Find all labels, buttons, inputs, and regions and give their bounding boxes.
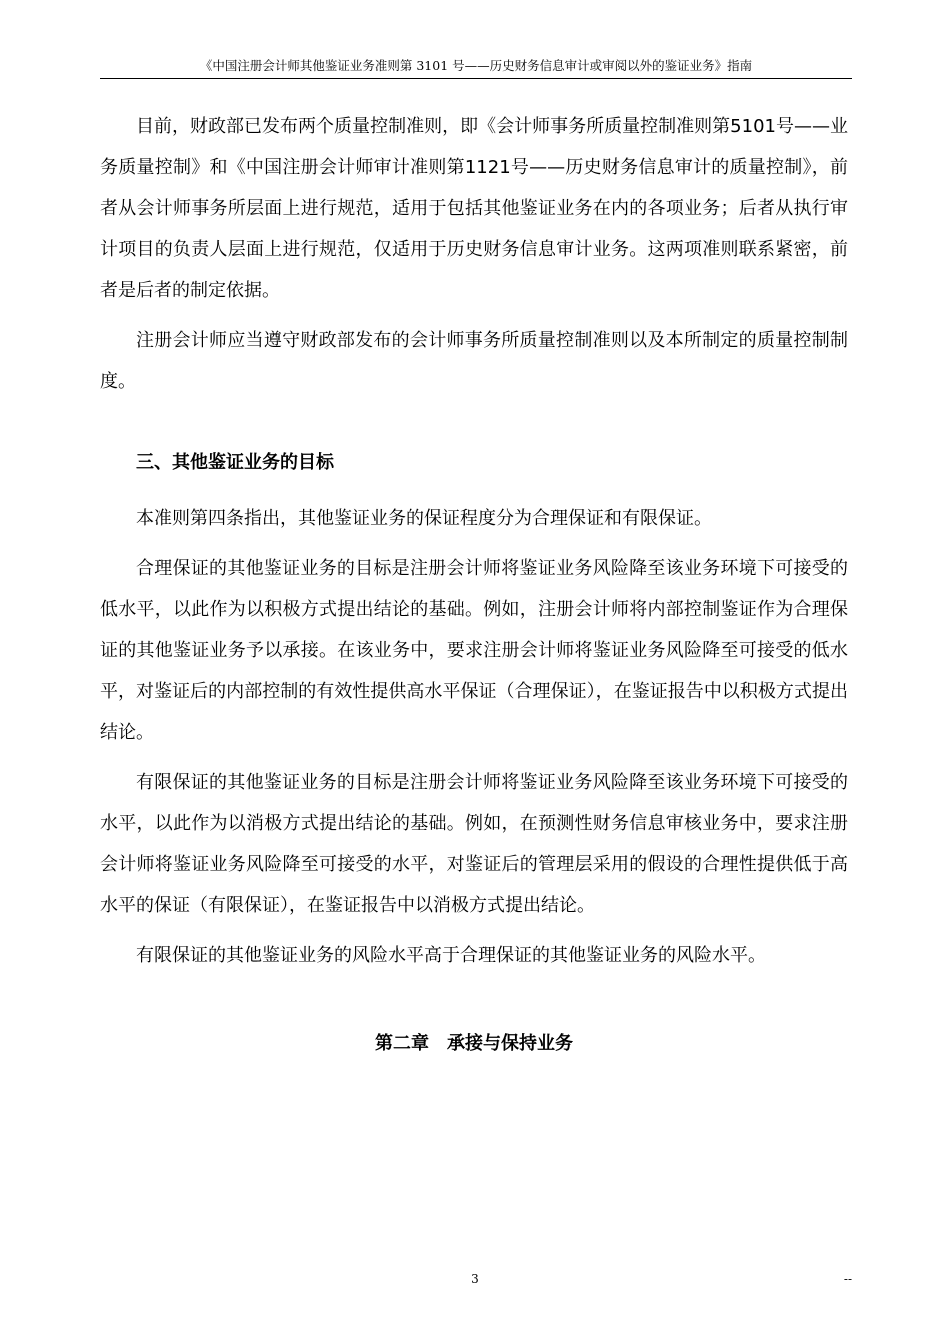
paragraph-limited-assurance: 有限保证的其他鉴证业务的目标是注册会计师将鉴证业务风险降至该业务环境下可接受的水平，以此作为以消极方式提出结论的基础。例如，在预测性财务信息审核业务中，要求注册会计师将鉴证业务风险降至可接受的水平，对鉴证后的管理层采用的假设的合理性提供低于高水平的保证（有限保证），在鉴证报告中以消极方式提出结论。 [100, 772, 848, 916]
chapter-heading: 第二章 承接与保持业务 [375, 1033, 573, 1054]
paragraph-quality-control-standards: 目前，财政部已发布两个质量控制准则，即《会计师事务所质量控制准则第5101号——业务质量控制》和《中国注册会计师审计准则第1121号——历史财务信息审计的质量控制》，前者从会计师事务所层面上进行规范，适用于包括其他鉴证业务在内的各项业务；后者从执行审计项目的负责人层面上进行规范，仅适用于历史财务信息审计业务。这两项准则联系紧密，前者是后者的制定依据。 [100, 116, 848, 301]
section-heading-objectives: 三、其他鉴证业务的目标 [136, 452, 334, 473]
paragraph-assurance-levels: 本准则第四条指出，其他鉴证业务的保证程度分为合理保证和有限保证。 [136, 508, 712, 529]
paragraph-risk-comparison: 有限保证的其他鉴证业务的风险水平高于合理保证的其他鉴证业务的风险水平。 [136, 945, 766, 966]
paragraph-compliance: 注册会计师应当遵守财政部发布的会计师事务所质量控制准则以及本所制定的质量控制制度。 [100, 330, 848, 392]
footer-dashes: -- [843, 1272, 852, 1286]
paragraph-reasonable-assurance: 合理保证的其他鉴证业务的目标是注册会计师将鉴证业务风险降至该业务环境下可接受的低水平，以此作为以积极方式提出结论的基础。例如，注册会计师将内部控制鉴证作为合理保证的其他鉴证业务予以承接。在该业务中，要求注册会计师将鉴证业务风险降至可接受的低水平，对鉴证后的内部控制的有效性提供高水平保证（合理保证），在鉴证报告中以积极方式提出结论。 [100, 558, 848, 743]
header-divider [100, 78, 852, 79]
page-number: 3 [471, 1272, 479, 1286]
document-body [100, 106, 848, 1064]
running-header: 《中国注册会计师其他鉴证业务准则第 3101 号——历史财务信息审计或审阅以外的鉴证业务》指南 [199, 58, 753, 73]
